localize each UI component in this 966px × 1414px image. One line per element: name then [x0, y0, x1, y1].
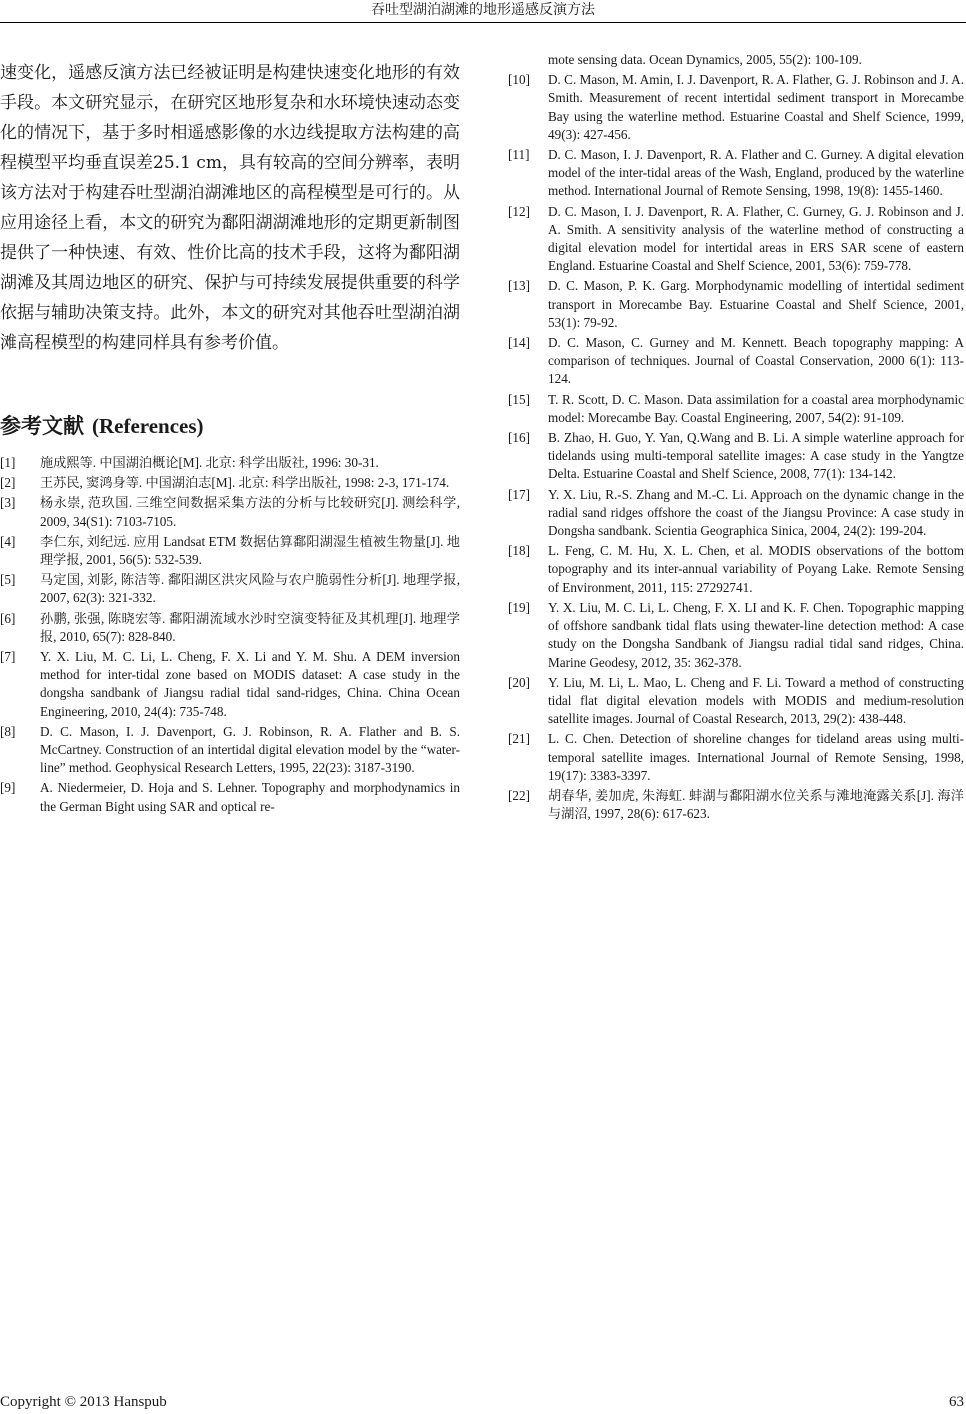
reference-text: T. R. Scott, D. C. Mason. Data assimilation for a coastal area morphodynamic model: Morecambe Bay. Coastal Engineering, 2007, 54(2): 91-109. — [548, 391, 964, 425]
reference-text: A. Niedermeier, D. Hoja and S. Lehner. Topography and morphodynamics in the German Bight using SAR and optical re- — [40, 780, 460, 814]
reference-number: [2] — [0, 475, 16, 491]
copyright-notice: Copyright © 2013 Hanspub — [0, 1394, 167, 1410]
reference-item — [508, 71, 964, 144]
running-header — [0, 0, 966, 23]
reference-item — [0, 610, 460, 646]
reference-number: [18] — [508, 543, 530, 559]
reference-number: [8] — [0, 723, 16, 739]
reference-text: D. C. Mason, C. Gurney and M. Kennett. Beach topography mapping: A comparison of techniques. Journal of Coastal Conservation, 2000 6(1): 113-124. — [548, 335, 964, 387]
reference-item — [508, 787, 964, 823]
reference-text: L. C. Chen. Detection of shoreline changes for tideland areas using multi-temporal satellite images. International Journal of Remote Sensing, 1998, 19(17): 3383-3397. — [548, 731, 964, 783]
reference-number: [6] — [0, 610, 16, 626]
reference-item — [508, 277, 964, 332]
reference-text: 孙鹏, 张强, 陈晓宏等. 鄱阳湖流域水沙时空演变特征及其机理[J]. 地理学报, 2010, 65(7): 828-840. — [40, 610, 460, 644]
reference-number: [5] — [0, 572, 16, 588]
references-list-left — [0, 454, 460, 816]
reference-item — [508, 674, 964, 729]
reference-text: 杨永崇, 范玖国. 三维空间数据采集方法的分析与比较研究[J]. 测绘科学, 2009, 34(S1): 7103-7105. — [40, 495, 460, 529]
reference-number: [14] — [508, 335, 530, 351]
reference-number: [4] — [0, 533, 16, 549]
reference-text: 李仁东, 刘纪远. 应用 Landsat ETM 数据估算鄱阳湖湿生植被生物量[J]. 地理学报, 2001, 56(5): 532-539. — [40, 533, 460, 568]
reference-text: Y. X. Liu, R.-S. Zhang and M.-C. Li. Approach on the dynamic change in the radial sand ridges offshore the coast of the Jiangsu Province: A case study in Dongsha sandbank. Scientia Geographica Sinica, 2004, 24(2): 199-204. — [548, 486, 964, 539]
reference-item — [0, 723, 460, 778]
right-column — [508, 51, 964, 825]
reference-item — [508, 599, 964, 672]
reference-text: 马定国, 刘影, 陈洁等. 鄱阳湖区洪灾风险与农户脆弱性分析[J]. 地理学报, 2007, 62(3): 321-332. — [40, 572, 460, 606]
reference-text: D. C. Mason, I. J. Davenport, G. J. Robinson, R. A. Flather and B. S. McCartney. Construction of an intertidal digital elevation model by the “water-line” method. Geophysical Research Letters, 1995, 22(23): 3187-3190. — [40, 723, 460, 776]
reference-item — [0, 474, 460, 492]
reference-text: Y. X. Liu, M. C. Li, L. Cheng, F. X. Li and Y. M. Shu. A DEM inversion method for inter-tidal zone based on MODIS dataset: A case study in the dongsha sandbank of Jiangsu radial tidal sand-ridges, China. China Ocean Engineering, 2010, 24(4): 735-748. — [40, 649, 460, 719]
reference-text: 王苏民, 窦鸿身等. 中国湖泊志[M]. 北京: 科学出版社, 1998: 2-3, 171-174. — [40, 475, 450, 491]
body-paragraph: 速变化，遥感反演方法已经被证明是构建快速变化地形的有效手段。本文研究显示，在研究区地形复杂和水环境快速动态变化的情况下，基于多时相遥感影像的水边线提取方法构建的高程模型平均垂直误差25.1 cm，具有较高的空间分辨率，表明该方法对于构建吞吐型湖泊湖滩地区的高程模型是可行的。从应用途径上看，本文的研究为鄱阳湖湖滩地形的定期更新制图提供了一种快速、有效、性价比高的技术手段，这将为鄱阳湖湖滩及其周边地区的研究、保护与可持续发展提供重要的科学依据与辅助决策支持。此外，本文的研究对其他吞吐型湖泊湖滩高程模型的构建同样具有参考价值。 — [0, 63, 460, 353]
reference-number: [13] — [508, 278, 530, 294]
reference-text: D. C. Mason, I. J. Davenport, R. A. Flather and C. Gurney. A digital elevation model of the inter-tidal areas of the Wash, England, produced by the waterline method. International Journal of Remote Sensing, 1998, 19(8): 1455-1460. — [548, 147, 964, 199]
left-column — [0, 58, 460, 818]
reference-item — [0, 494, 460, 530]
reference-text: Y. Liu, M. Li, L. Mao, L. Cheng and F. Li. Toward a method of constructing tidal flat digital elevation models with MODIS and medium-resolution satellite images. Journal of Coastal Research, 2013, 29(2): 438-448. — [548, 674, 964, 727]
page-footer — [0, 1392, 966, 1412]
reference-text: D. C. Mason, P. K. Garg. Morphodynamic modelling of intertidal sediment transport in Morecambe Bay. Estuarine Coastal and Shelf Science, 2001, 53(1): 79-92. — [548, 278, 964, 330]
reference-number: [17] — [508, 486, 530, 502]
reference-item — [0, 779, 460, 815]
reference-item — [0, 571, 460, 607]
references-heading-en: (References) — [92, 414, 204, 438]
reference-item — [0, 454, 460, 472]
reference-item — [508, 391, 964, 427]
reference-number: [15] — [508, 391, 530, 407]
reference-text: 施成熙等. 中国湖泊概论[M]. 北京: 科学出版社, 1996: 30-31. — [40, 455, 379, 470]
reference-text: B. Zhao, H. Guo, Y. Yan, Q.Wang and B. Li. A simple waterline approach for tidelands using multi-temporal satellite images: A case study in the Yangtze Delta. Estuarine Coastal and Shelf Science, 2008, 77(1): 134-142. — [548, 430, 964, 482]
reference-item — [0, 648, 460, 721]
reference-number: [11] — [508, 147, 530, 163]
references-heading-zh: 参考文献 — [0, 414, 84, 438]
reference-number: [9] — [0, 780, 16, 796]
reference-item — [508, 542, 964, 597]
reference-number: [16] — [508, 430, 530, 446]
reference-number: [1] — [0, 455, 16, 470]
reference-number: [20] — [508, 674, 530, 690]
reference-item — [508, 146, 964, 201]
reference-item — [508, 730, 964, 785]
reference-item — [508, 334, 964, 389]
reference-item — [508, 429, 964, 484]
reference-number: [12] — [508, 203, 530, 219]
reference-text: Y. X. Liu, M. C. Li, L. Cheng, F. X. LI and K. F. Chen. Topographic mapping of offshore sandbank tidal flats using thewater-line detection method: A case study on the Dongsha Sandbank of Jiangsu radial tidal sand ridges, China. Marine Geodesy, 2012, 35: 362-378. — [548, 599, 964, 670]
references-heading — [0, 412, 460, 440]
reference-text: 胡春华, 姜加虎, 朱海虹. 蚌湖与鄱阳湖水位关系与滩地淹露关系[J]. 海洋与湖沼, 1997, 28(6): 617-623. — [548, 787, 964, 822]
reference-number: [10] — [508, 72, 530, 88]
reference-number: [7] — [0, 649, 16, 665]
reference-text: L. Feng, C. M. Hu, X. L. Chen, et al. MODIS observations of the bottom topography and its inter-annual variability of Poyang Lake. Remote Sensing of Environment, 2011, 115: 27292741. — [548, 543, 964, 595]
reference-item — [508, 203, 964, 276]
reference-item — [508, 486, 964, 541]
reference-text: D. C. Mason, I. J. Davenport, R. A. Flather, C. Gurney, G. J. Robinson and J. A. Smith. A sensitivity analysis of the waterline method of constructing a digital elevation model for intertidal areas in ERS SAR scene of eastern England. Estuarine Coastal and Shelf Science, 2001, 53(6): 759-778. — [548, 203, 964, 274]
reference-text: D. C. Mason, M. Amin, I. J. Davenport, R. A. Flather, G. J. Robinson and J. A. Smith. Measurement of recent intertidal sediment transport in Morecambe Bay using the waterline method. Estuarine Coastal and Shelf Science, 1999, 49(3): 427-456. — [548, 72, 964, 142]
reference-number: [3] — [0, 495, 16, 511]
page-number: 63 — [949, 1394, 964, 1410]
reference-item — [0, 533, 460, 569]
reference-number: [21] — [508, 731, 530, 747]
reference-number: [22] — [508, 787, 530, 803]
reference-number: [19] — [508, 599, 530, 615]
reference-continuation: mote sensing data. Ocean Dynamics, 2005, 55(2): 100-109. — [548, 52, 862, 67]
running-header-title: 吞吐型湖泊湖滩的地形遥感反演方法 — [371, 2, 595, 18]
